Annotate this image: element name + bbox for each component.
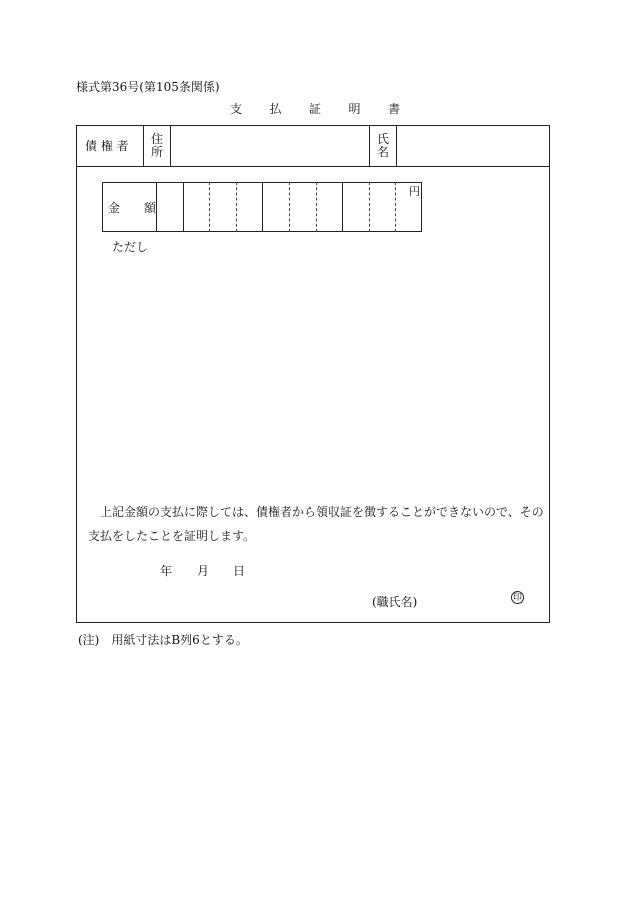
address-value-divider [369, 125, 370, 166]
title-char: 払 [269, 102, 282, 116]
title-char: 書 [387, 102, 400, 116]
amount-label: 金 額 [108, 201, 157, 215]
date-year-label: 年 [160, 564, 173, 578]
digit-divider [183, 182, 184, 232]
official-name-label: (職氏名) [372, 595, 418, 609]
paper-size-note: (注) 用紙寸法はB列6とする。 [78, 633, 248, 647]
address-label [150, 133, 164, 159]
address-label-bottom: 所 [150, 145, 163, 159]
digit-divider [236, 182, 237, 232]
name-label-bottom: 名 [376, 145, 389, 159]
creditor-row-divider [76, 166, 550, 167]
digit-divider [209, 182, 210, 232]
form-number: 様式第36号(第105条関係) [76, 80, 220, 94]
address-label-divider [170, 125, 171, 166]
digit-divider [342, 182, 343, 232]
title-char: 証 [308, 102, 321, 116]
digit-divider [316, 182, 317, 232]
amount-label-divider [156, 182, 157, 232]
title-char: 明 [348, 102, 361, 116]
creditor-label-divider [143, 125, 144, 166]
yen-unit: 円 [409, 185, 420, 198]
name-label-top: 氏 [376, 132, 389, 146]
date-month-label: 月 [197, 564, 210, 578]
document-title [230, 102, 400, 116]
date-day-label: 日 [233, 564, 246, 578]
digit-divider [262, 182, 263, 232]
digit-divider [395, 182, 396, 232]
digit-divider [369, 182, 370, 232]
digit-divider [289, 182, 290, 232]
proviso-label: ただし [112, 240, 149, 254]
name-label [376, 133, 390, 159]
name-label-divider [396, 125, 397, 166]
address-label-top: 住 [150, 132, 163, 146]
seal-stamp-icon: 印 [512, 593, 522, 603]
certification-statement: 上記金額の支払に際しては、債権者から領収証を徴することができないので、その支払をしたことを証明します。 [88, 505, 544, 543]
title-char: 支 [230, 102, 243, 116]
creditor-label: 債 権 者 [85, 139, 129, 153]
